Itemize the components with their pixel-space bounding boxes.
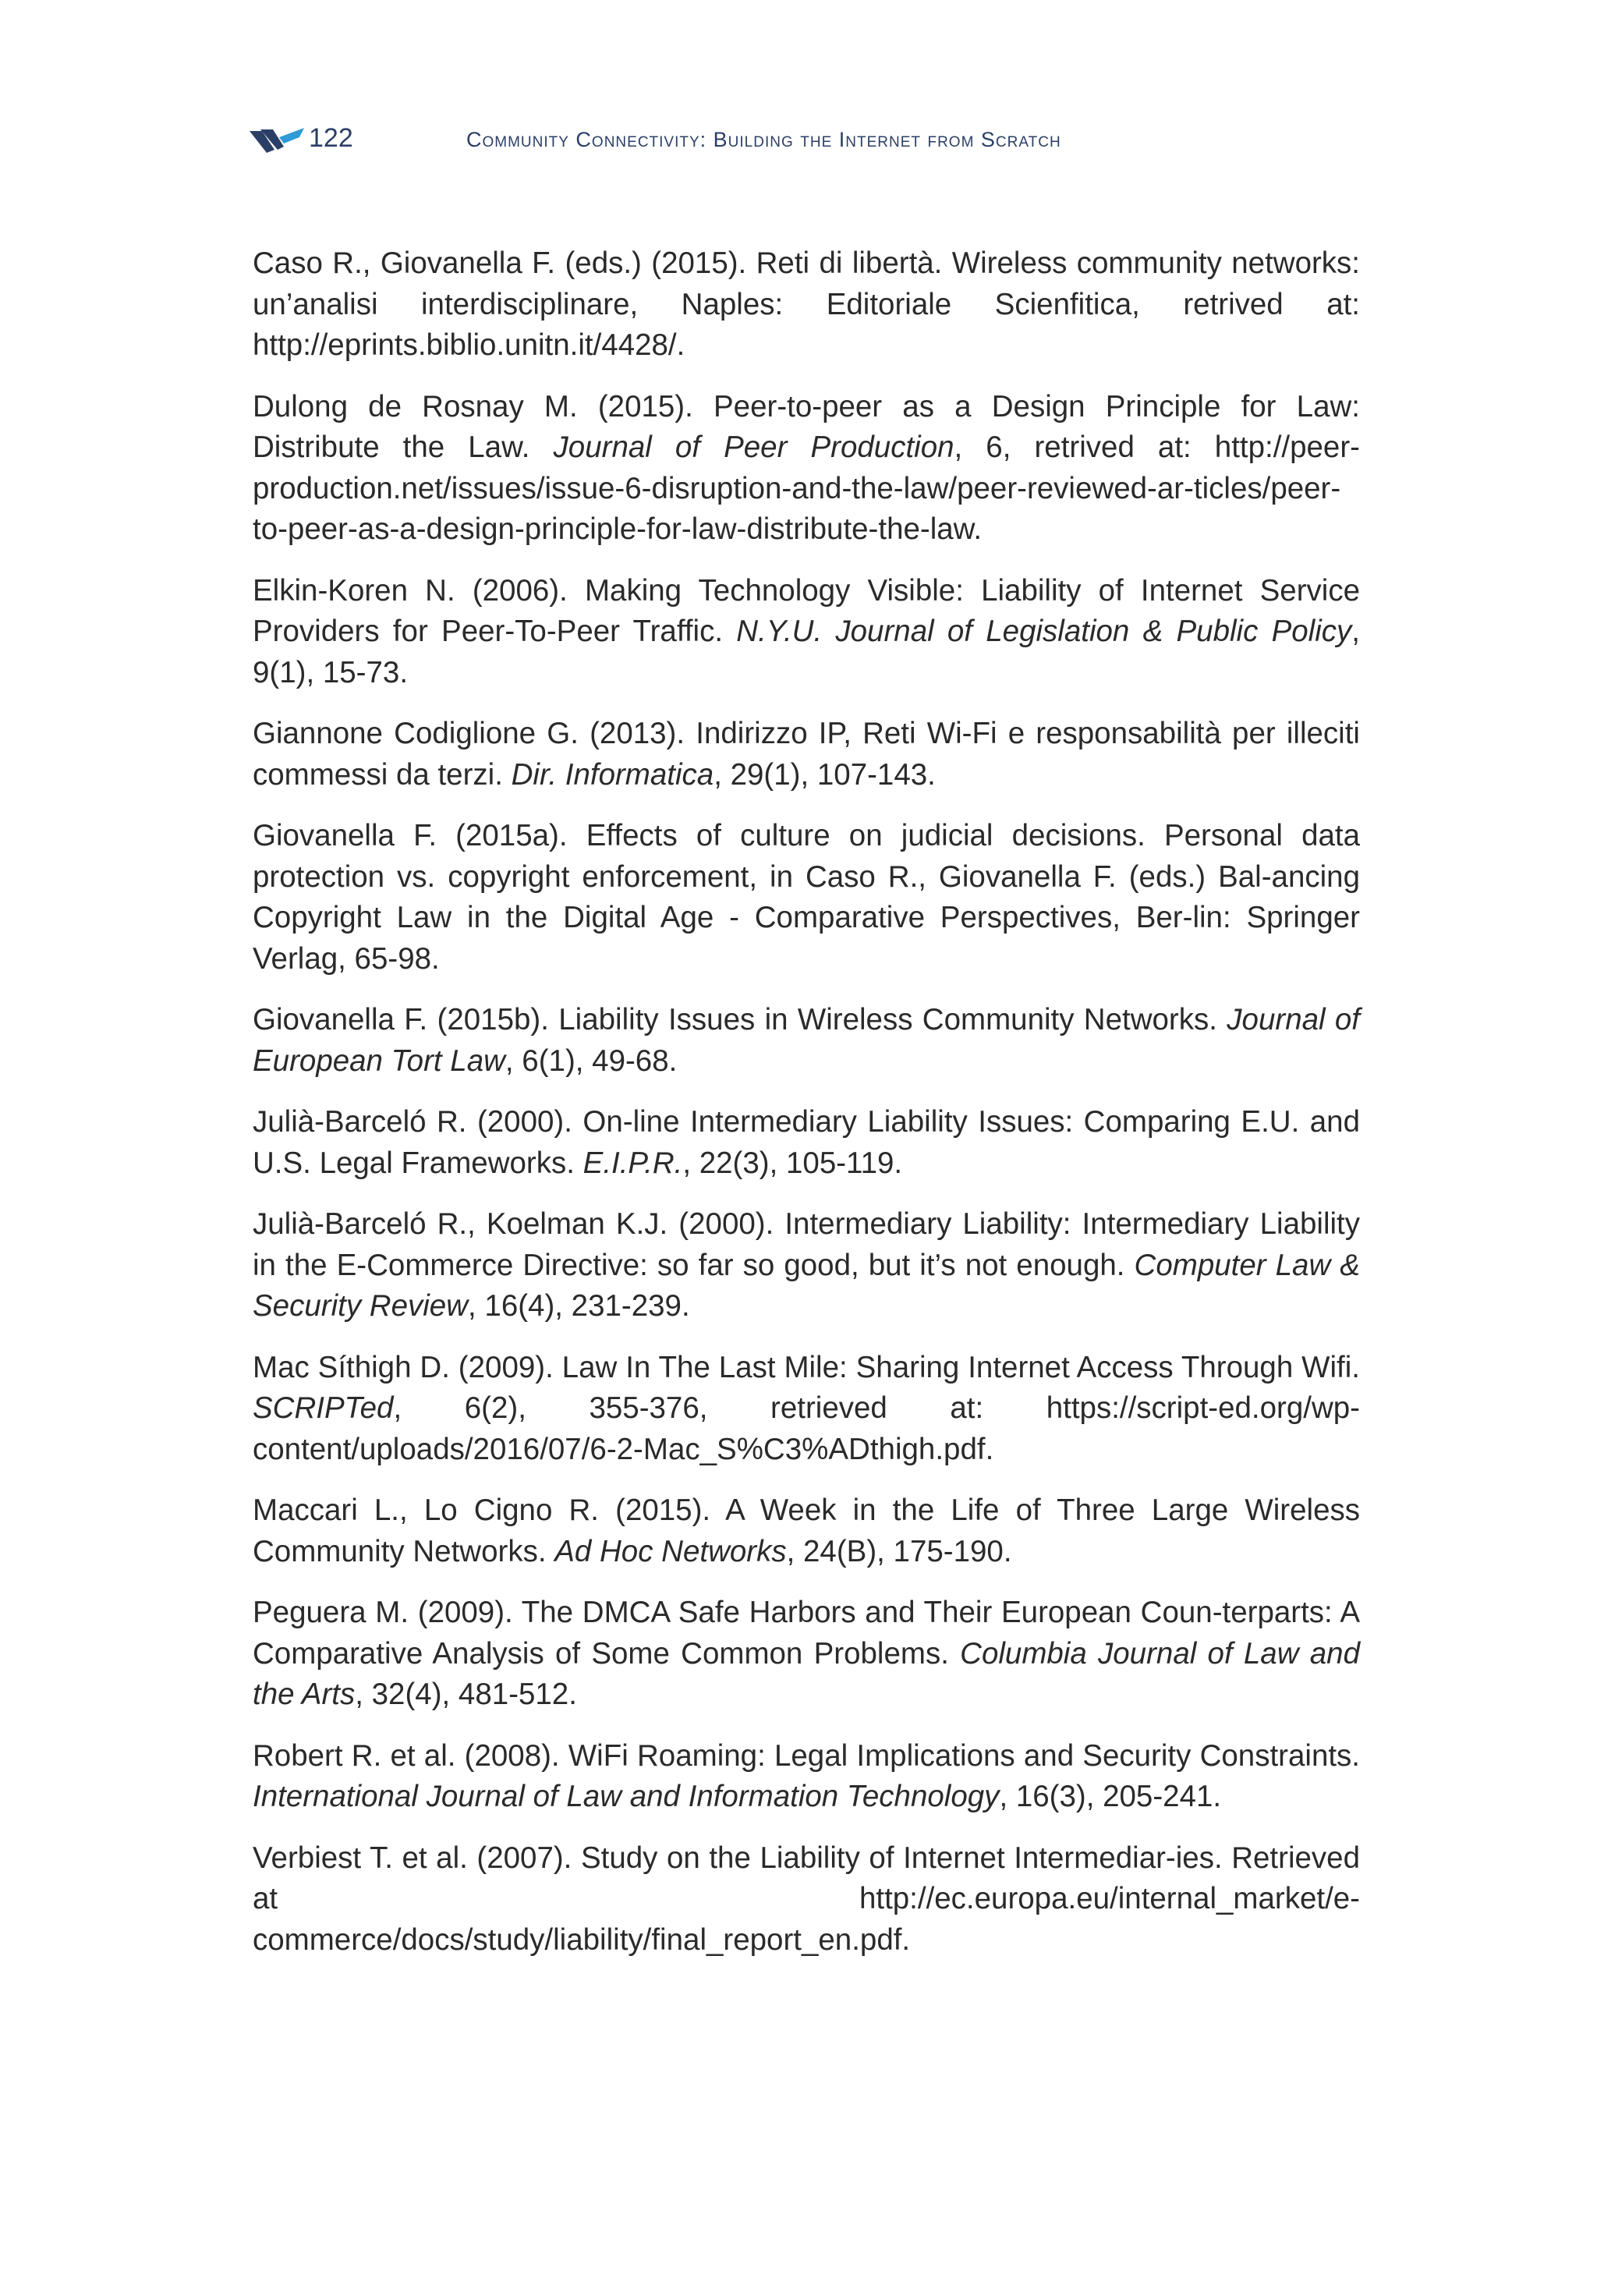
- reference-details: , 29(1), 107-143.: [714, 757, 936, 792]
- reference-journal: SCRIPTed: [253, 1391, 394, 1425]
- reference-text: Julià-Barceló R. (2000). On-line Intermediary Liability Issues: Comparing E.U. and U.S. Legal Frameworks.: [253, 1105, 1360, 1180]
- reference-entry: [253, 1348, 1360, 1471]
- reference-entry: [253, 714, 1360, 795]
- reference-entry: [253, 1593, 1360, 1716]
- reference-details: , 9(1), 15-73.: [253, 615, 1360, 689]
- reference-details: , 6(1), 49-68.: [505, 1043, 678, 1078]
- reference-journal: Columbia Journal of Law and the Arts: [253, 1636, 1360, 1711]
- reference-entry: [253, 1204, 1360, 1327]
- reference-entry: [253, 1102, 1360, 1184]
- reference-entry: [253, 1000, 1360, 1082]
- reference-text: Dulong de Rosnay M. (2015). Peer-to-peer as a Design Principle for Law: Distribute the Law.: [253, 389, 1360, 464]
- page-header: [250, 117, 1357, 164]
- reference-entry: [253, 571, 1360, 694]
- reference-entry: [253, 1736, 1360, 1818]
- reference-details: , 6, retrived at: http://peer-production.net/issues/issue-6-disruption-and-the-law/peer-reviewed-ar-ticles/peer-to-peer-as-a-design-principle-for-law-distribute-the-law.: [253, 430, 1360, 546]
- reference-journal: N.Y.U. Journal of Legislation & Public Policy: [736, 615, 1352, 648]
- reference-journal: International Journal of Law and Information Technology: [253, 1780, 1000, 1813]
- reference-text: Maccari L., Lo Cigno R. (2015). A Week in the Life of Three Large Wireless Community Networks.: [253, 1493, 1360, 1568]
- reference-text: Giovanella F. (2015a). Effects of culture on judicial decisions. Personal data protection vs. copyright enforcement, in Caso R., Giovanella F. (eds.) Bal-ancing Copyright Law in the Digital Age - Comparative Perspectives, Ber-lin: Springer Verlag, 65-98.: [253, 819, 1360, 976]
- reference-text: Elkin-Koren N. (2006). Making Technology Visible: Liability of Internet Service Providers for Peer-To-Peer Traffic.: [253, 573, 1360, 648]
- reference-text: Mac Síthigh D. (2009). Law In The Last Mile: Sharing Internet Access Through Wifi.: [253, 1350, 1360, 1384]
- reference-details: , 16(3), 205-241.: [999, 1780, 1222, 1813]
- reference-text: Peguera M. (2009). The DMCA Safe Harbors and Their European Coun-terparts: A Comparative Analysis of Some Common Problems.: [253, 1596, 1360, 1671]
- reference-entry: [253, 1490, 1360, 1572]
- reference-details: , 22(3), 105-119.: [682, 1146, 903, 1180]
- reference-text: Robert R. et al. (2008). WiFi Roaming: Legal Implications and Security Constraints.: [253, 1738, 1360, 1773]
- reference-journal: E.I.P.R.: [582, 1146, 683, 1180]
- reference-details: , 6(2), 355-376, retrieved at: https://script-ed.org/wp-content/uploads/2016/07/6-2-Mac_S%C3%ADthigh.pdf.: [253, 1391, 1360, 1466]
- reference-text: Caso R., Giovanella F. (eds.) (2015). Reti di libertà. Wireless community networks: un’analisi interdisciplinare, Naples: Editoriale Scienfitica, retrived at: http://eprints.biblio.unitn.it/4428/.: [253, 246, 1360, 362]
- reference-entry: [253, 816, 1360, 980]
- reference-list: [253, 243, 1360, 1981]
- reference-details: , 16(4), 231-239.: [468, 1289, 690, 1323]
- publisher-chevron-logo-icon: [250, 126, 310, 154]
- reference-entry: [253, 243, 1360, 367]
- reference-journal: Dir. Informatica: [511, 757, 714, 792]
- reference-text: Verbiest T. et al. (2007). Study on the Liability of Internet Intermediar-ies. Retrieved at http://ec.europa.eu/internal_market/e-commerce/docs/study/liability/final_report_en.pdf.: [253, 1841, 1360, 1957]
- reference-text: Julià-Barceló R., Koelman K.J. (2000). Intermediary Liability: Intermediary Liability in the E-Commerce Directive: so far so good, but it’s not enough.: [253, 1207, 1360, 1282]
- reference-details: , 24(B), 175-190.: [786, 1534, 1012, 1568]
- reference-entry: [253, 1838, 1360, 1961]
- reference-text: Giovanella F. (2015b). Liability Issues in Wireless Community Networks.: [253, 1003, 1227, 1036]
- running-title: Community Connectivity: Building the Internet from Scratch: [466, 128, 1061, 151]
- reference-text: Giannone Codiglione G. (2013). Indirizzo IP, Reti Wi-Fi e responsabilità per illeciti commessi da terzi.: [253, 717, 1360, 792]
- reference-journal: Journal of European Tort Law: [253, 1003, 1361, 1078]
- page-number: 122: [309, 123, 353, 153]
- reference-journal: Journal of Peer Production: [553, 430, 954, 464]
- reference-journal: Ad Hoc Networks: [554, 1534, 787, 1568]
- reference-details: , 32(4), 481-512.: [355, 1678, 577, 1711]
- reference-entry: [253, 387, 1360, 551]
- reference-journal: Computer Law & Security Review: [253, 1248, 1360, 1323]
